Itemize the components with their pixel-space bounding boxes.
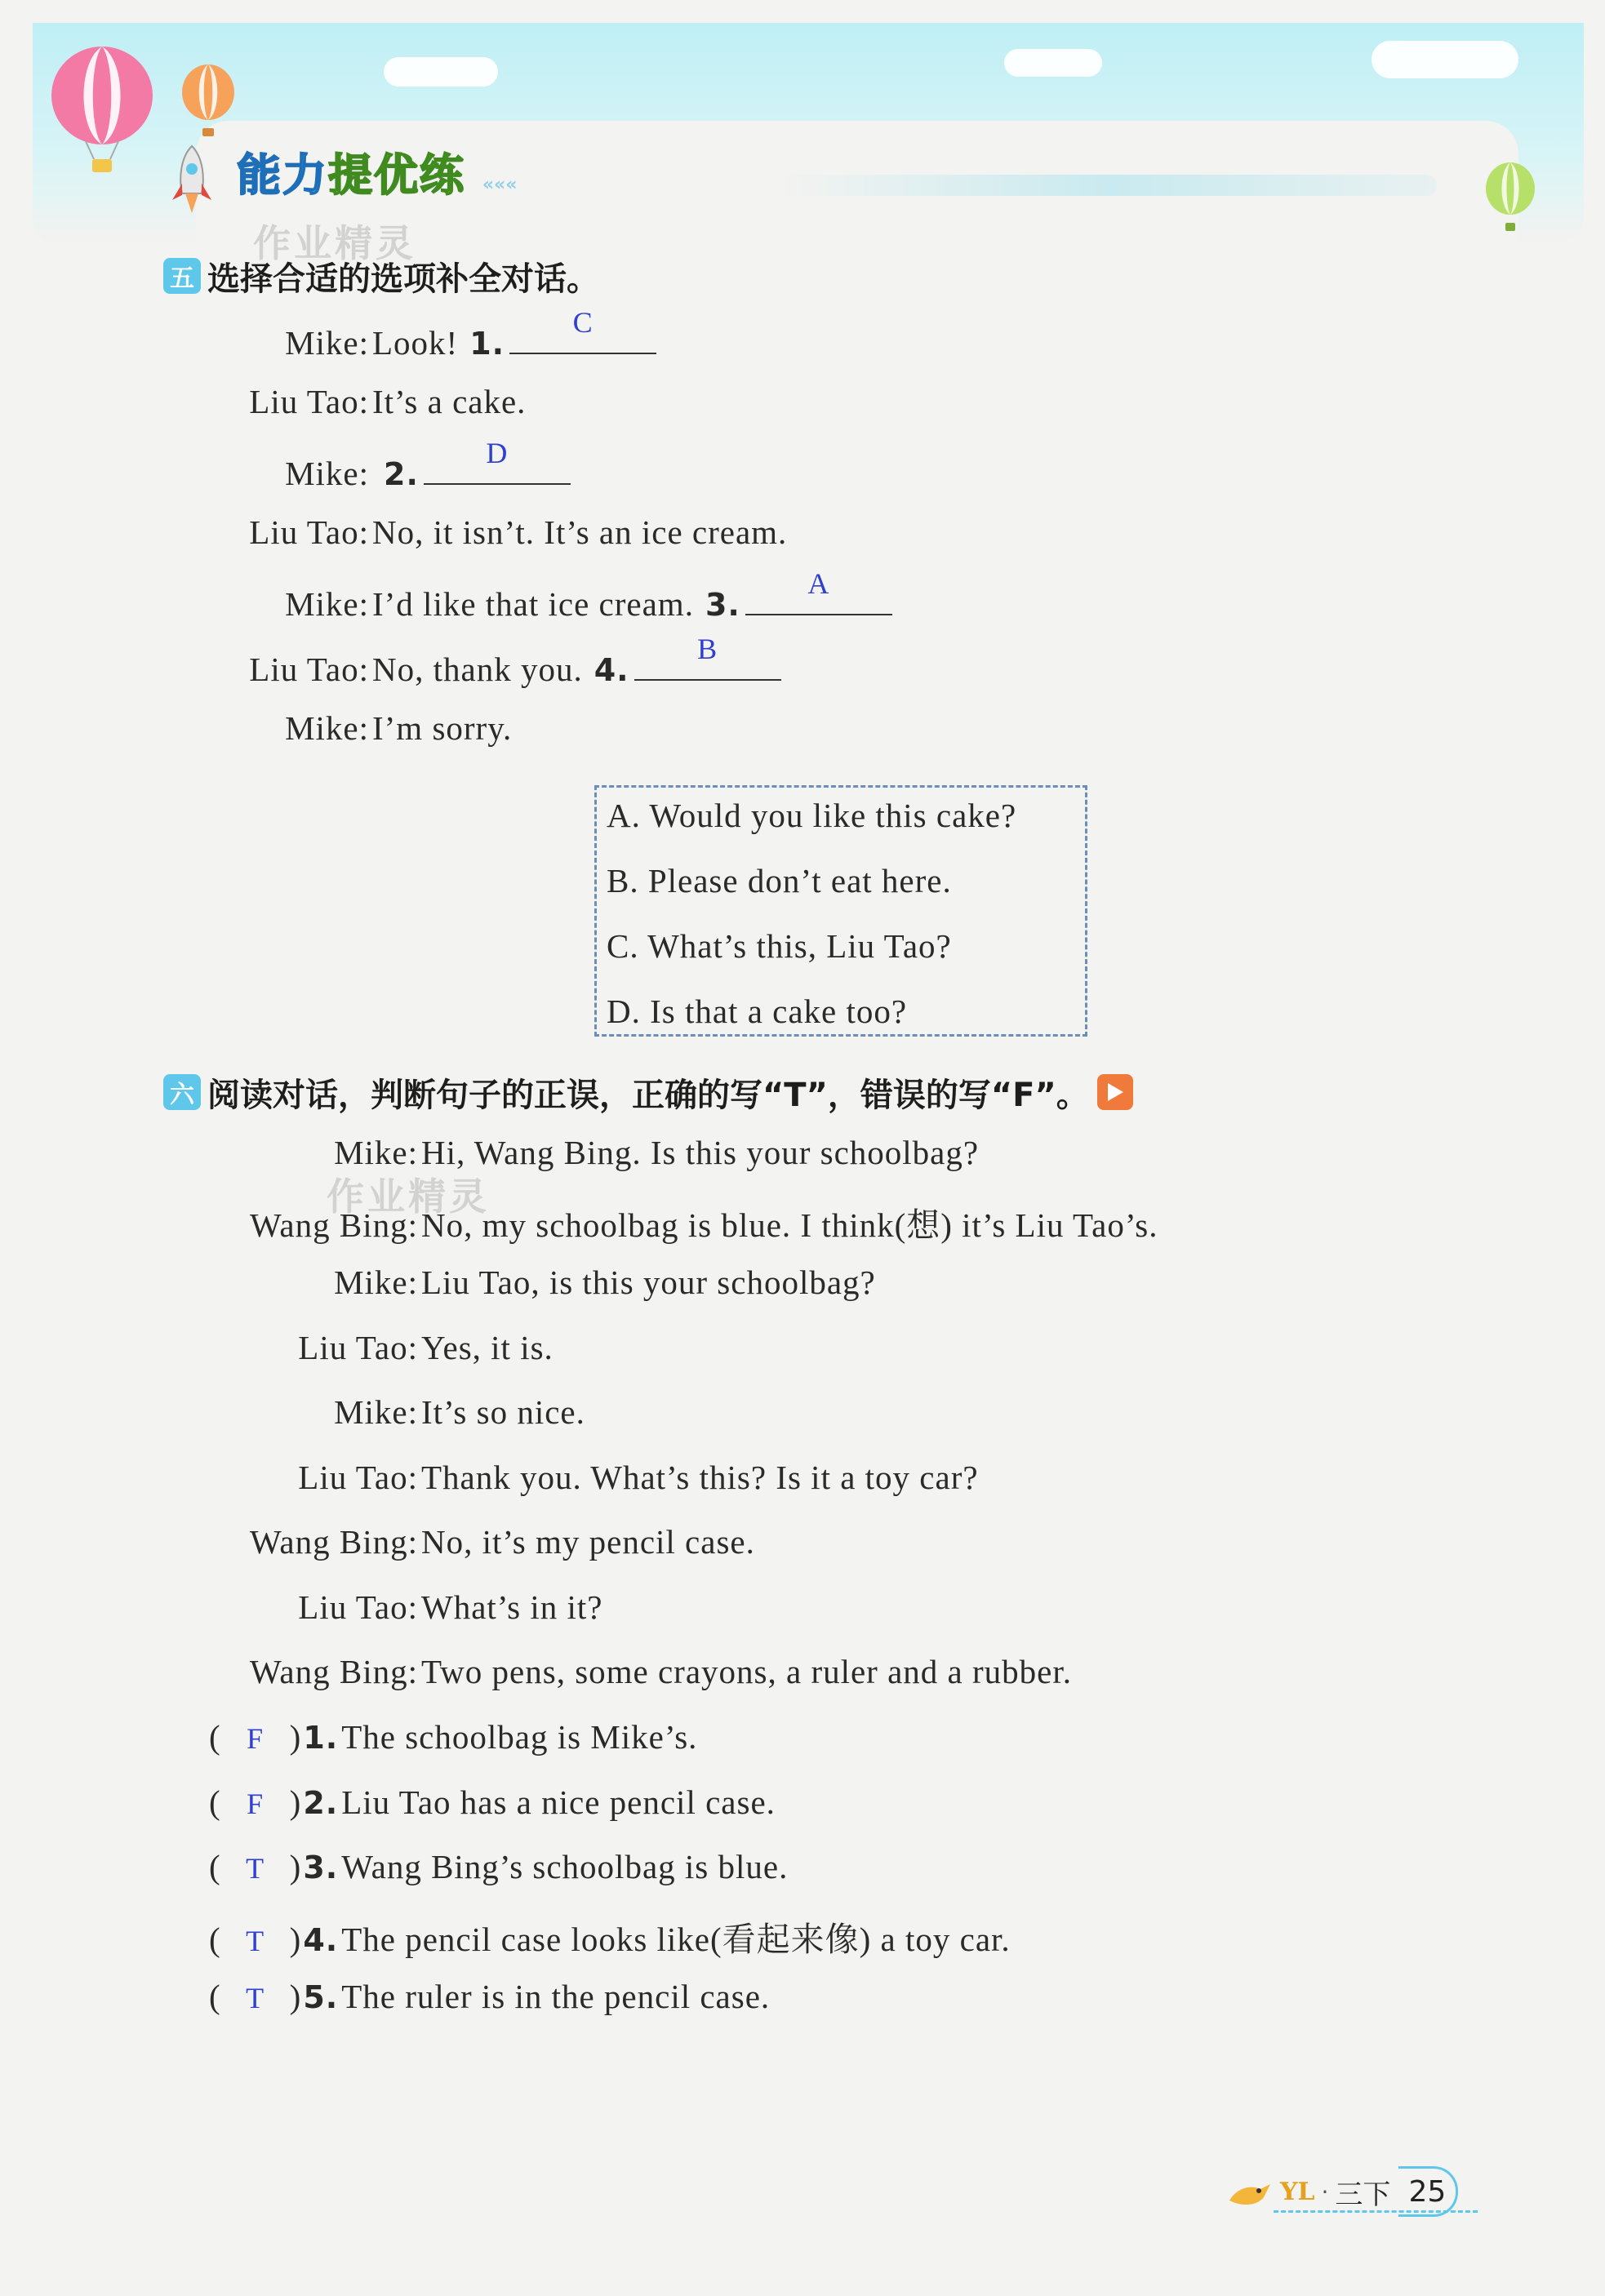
speaker-name: Liu Tao:	[249, 651, 369, 688]
footer-grade: 三下	[1335, 2178, 1391, 2211]
rocket-icon	[167, 143, 216, 216]
speaker-name: Mike:	[285, 455, 369, 492]
dialogue-text: No, my schoolbag is blue. I think(想) it’s Liu Tao’s.	[421, 1206, 1158, 1244]
speaker-name: Mike:	[285, 585, 369, 623]
play-icon[interactable]	[1097, 1074, 1133, 1110]
handwritten-answer: A	[807, 567, 830, 600]
header-stripe	[784, 175, 1437, 196]
paren-open: (	[209, 1783, 221, 1821]
handwritten-answer[interactable]: F	[247, 1788, 265, 1820]
dialogue-text: What’s in it?	[421, 1588, 603, 1626]
dialogue-line	[209, 1328, 554, 1377]
dialogue-text: Thank you. What’s this? Is it a toy car?	[421, 1459, 979, 1496]
blank-number: 4.	[594, 652, 629, 688]
handwritten-answer: D	[486, 437, 509, 469]
dialogue-text: Look!	[372, 324, 459, 362]
statement-number: 3.	[303, 1850, 339, 1885]
answer-blank[interactable]	[745, 567, 892, 615]
handwritten-answer: B	[697, 633, 718, 665]
dialogue-text: I’d like that ice cream.	[372, 585, 694, 623]
judgement-item	[209, 1977, 770, 2026]
cloud-decoration	[1004, 49, 1102, 77]
dialogue-line	[209, 1652, 1072, 1701]
paren-close: )	[289, 1978, 302, 2015]
judgement-item	[209, 1912, 1011, 1961]
statement-number: 2.	[303, 1785, 339, 1821]
option-a: A. Would you like this cake?	[607, 797, 1017, 834]
dialogue-line	[209, 1392, 585, 1441]
section5-heading	[163, 251, 599, 300]
judgement-item	[209, 1783, 776, 1832]
dialogue-line	[209, 437, 571, 496]
paren-close: )	[289, 1718, 302, 1756]
banner-part-b: 提优练	[328, 149, 465, 201]
speaker-name: Liu Tao:	[249, 513, 369, 551]
dialogue-line	[209, 306, 656, 366]
footer-brand: YL	[1280, 2177, 1315, 2206]
dialogue-text: Two pens, some crayons, a ruler and a rubber.	[421, 1653, 1072, 1690]
section-banner	[237, 147, 517, 204]
answer-blank[interactable]	[424, 437, 571, 485]
watermark: 作业精灵	[253, 221, 416, 265]
section5-badge: 五	[163, 258, 201, 294]
dialogue-text: It’s so nice.	[421, 1393, 585, 1431]
banner-tail: «««	[482, 175, 518, 195]
cloud-decoration	[384, 57, 498, 87]
dialogue-text: Liu Tao, is this your schoolbag?	[421, 1263, 876, 1301]
paren-open: (	[209, 1718, 221, 1756]
section6-title: 阅读对话，判断句子的正误，正确的写“T”，错误的写“F”。	[207, 1076, 1089, 1114]
answer-blank[interactable]	[509, 306, 656, 354]
footer-dot: ·	[1321, 2178, 1329, 2205]
watermark: 作业精灵	[327, 1175, 490, 1219]
dialogue-line	[209, 1588, 603, 1637]
paren-open: (	[209, 1978, 221, 2015]
dialogue-line	[209, 382, 526, 431]
judgement-item	[209, 1847, 788, 1896]
blank-number: 3.	[705, 587, 740, 623]
speaker-name: Mike:	[285, 324, 369, 362]
page-number: 25	[1398, 2166, 1458, 2217]
paren-open: (	[209, 1921, 221, 1958]
dialogue-text: Yes, it is.	[421, 1329, 554, 1366]
speaker-name: Liu Tao:	[249, 383, 369, 420]
dialogue-text: No, it isn’t. It’s an ice cream.	[372, 513, 788, 551]
option-b: B. Please don’t eat here.	[607, 862, 952, 899]
speaker-name: Liu Tao:	[298, 1459, 418, 1496]
paren-close: )	[289, 1848, 302, 1885]
dialogue-text: Hi, Wang Bing. Is this your schoolbag?	[421, 1134, 980, 1171]
options-box	[594, 785, 1087, 1037]
statement-text: Liu Tao has a nice pencil case.	[341, 1783, 776, 1821]
cloud-decoration	[1372, 41, 1518, 78]
speaker-name: Wang Bing:	[250, 1523, 418, 1561]
blank-number: 1.	[469, 326, 505, 362]
speaker-name: Mike:	[334, 1134, 418, 1171]
hot-air-balloon-icon	[176, 61, 241, 143]
dialogue-line	[209, 1198, 1158, 1247]
blank-number: 2.	[384, 456, 419, 492]
statement-number: 5.	[303, 1979, 339, 2015]
statement-text: Wang Bing’s schoolbag is blue.	[341, 1848, 789, 1885]
speaker-name: Liu Tao:	[298, 1588, 418, 1626]
handwritten-answer[interactable]: T	[246, 1982, 265, 2014]
speaker-name: Mike:	[334, 1263, 418, 1301]
option-c: C. What’s this, Liu Tao?	[607, 927, 952, 965]
hot-air-balloon-icon	[45, 45, 159, 175]
speaker-name: Mike:	[285, 709, 369, 747]
dialogue-text: I’m sorry.	[372, 709, 513, 747]
dialogue-line	[209, 567, 892, 627]
banner-part-a: 能力	[237, 149, 328, 201]
statement-text: The pencil case looks like(看起来像) a toy car.	[341, 1921, 1011, 1958]
section6-heading	[163, 1068, 1133, 1117]
dialogue-line	[209, 513, 787, 562]
statement-number: 1.	[303, 1720, 339, 1756]
speaker-name: Wang Bing:	[250, 1653, 418, 1690]
statement-text: The ruler is in the pencil case.	[341, 1978, 771, 2015]
dialogue-line	[209, 633, 781, 692]
bird-icon	[1225, 2171, 1274, 2212]
judgement-item	[209, 1717, 697, 1766]
statement-text: The schoolbag is Mike’s.	[341, 1718, 698, 1756]
handwritten-answer[interactable]: F	[247, 1722, 265, 1755]
dialogue-text: No, it’s my pencil case.	[421, 1523, 755, 1561]
header-band	[33, 23, 1584, 243]
dialogue-line	[209, 1522, 755, 1571]
dialogue-text: It’s a cake.	[372, 383, 527, 420]
speaker-name: Mike:	[334, 1393, 418, 1431]
handwritten-answer: C	[572, 306, 594, 339]
dialogue-text: No, thank you.	[372, 651, 583, 688]
handwritten-answer[interactable]: T	[246, 1925, 265, 1957]
paren-close: )	[289, 1921, 302, 1958]
speaker-name: Wang Bing:	[250, 1206, 418, 1244]
handwritten-answer[interactable]: T	[246, 1852, 265, 1885]
hot-air-balloon-icon	[1478, 159, 1543, 241]
dialogue-line	[209, 708, 512, 757]
dialogue-line	[209, 1458, 979, 1507]
option-d: D. Is that a cake too?	[607, 993, 908, 1030]
paren-open: (	[209, 1848, 221, 1885]
dialogue-line	[209, 1133, 979, 1182]
dialogue-line	[209, 1263, 876, 1312]
statement-number: 4.	[303, 1922, 339, 1958]
paren-close: )	[289, 1783, 302, 1821]
section5-title: 选择合适的选项补全对话。	[207, 260, 599, 298]
speaker-name: Liu Tao:	[298, 1329, 418, 1366]
page-footer	[1225, 2163, 1458, 2220]
footer-dash	[1274, 2210, 1478, 2213]
section6-badge: 六	[163, 1074, 201, 1110]
answer-blank[interactable]	[634, 633, 781, 681]
